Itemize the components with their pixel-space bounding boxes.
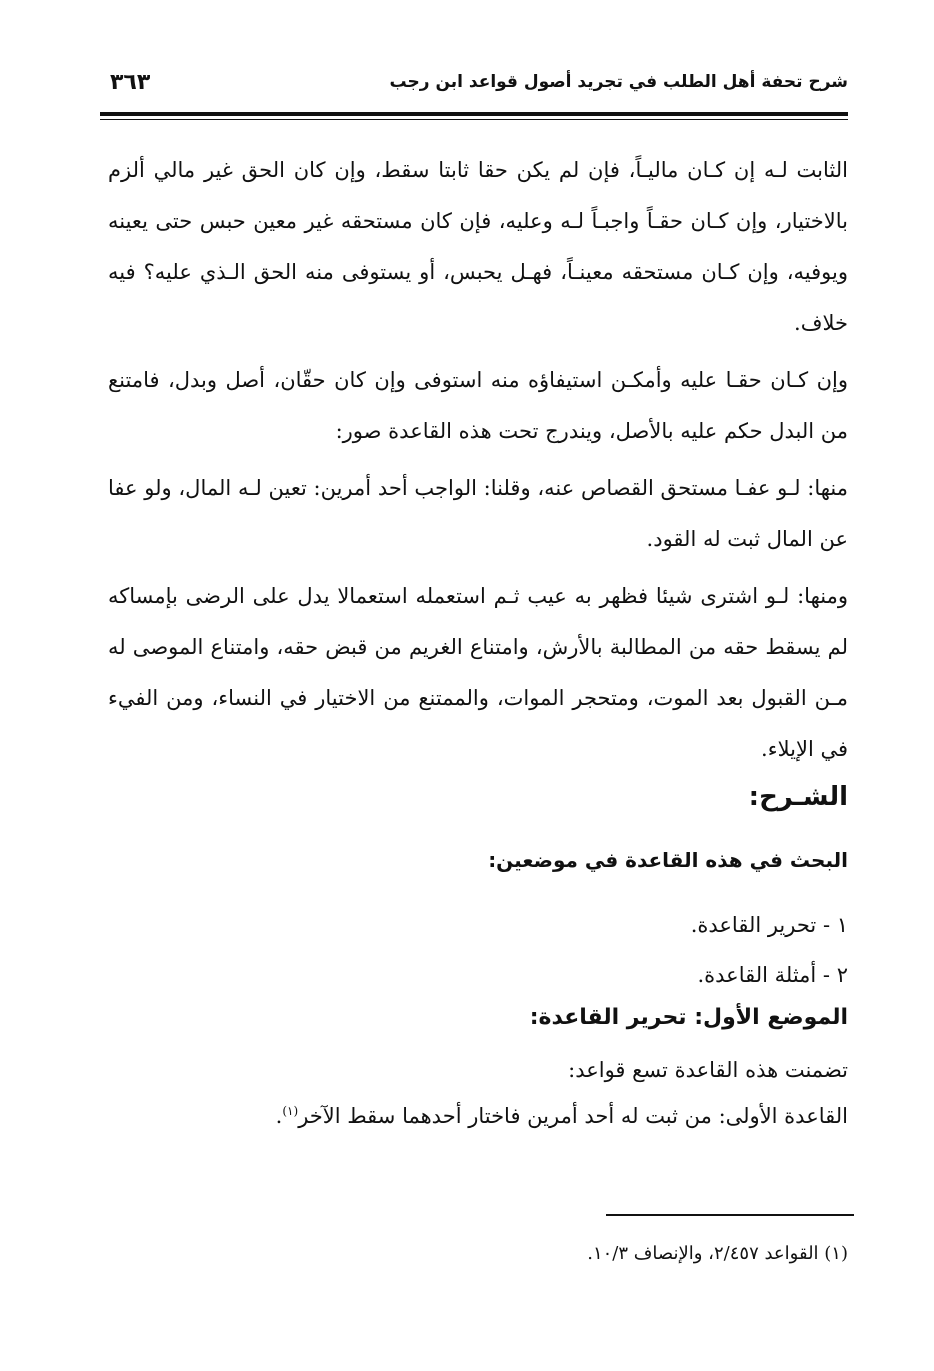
first-rule-end: . bbox=[275, 1104, 283, 1128]
list-item: ٢ - أمثلة القاعدة. bbox=[697, 963, 848, 987]
paragraph: منها: لـو عفـا مستحق القصاص عنه، وقلنا: الواجب أحد أمرين: تعين لـه المال، ولو عفا عن المال ثبت له القود. bbox=[108, 476, 848, 551]
first-rule-text: القاعدة الأولى: من ثبت له أحد أمرين فاختار أحدهما سقط الآخر bbox=[298, 1104, 848, 1128]
contains-text: تضمنت هذه القاعدة تسع قواعد: bbox=[568, 1058, 848, 1082]
paragraph: الثابت لـه إن كـان ماليـاً، فإن لم يكن حقا ثابتا سقط، وإن كان الحق غير مالي ألزم بالاختيار، وإن كـان حقـاً واجبـاً لـه وعليه، فإن كان مستحقه غير معين حبس حتى يعينه ويوفيه، وإن كـان مستحقه معينـاً، فهـل يحبس، أو يستوفى منه الحق الـذي عليه؟ فيه خلاف. bbox=[108, 158, 848, 335]
research-heading: البحث في هذه القاعدة في موضعين: bbox=[488, 848, 848, 872]
header-rule bbox=[100, 112, 848, 116]
first-rule bbox=[108, 1104, 848, 1128]
running-title: شرح تحفة أهل الطلب في تجريد أصول قواعد ابن رجب bbox=[389, 72, 848, 92]
paragraph: ومنها: لـو اشترى شيئا فظهر به عيب ثـم استعمله استعمالا يدل على الرضى بإمساكه لم يسقط حقه من المطالبة بالأرش، وامتناع الغريم من قبض حقه، وامتناع الموصى له مـن القبول بعد الموت، ومتحجر الموات، والممتنع من الاختيار في النساء، ومن الفيء في الإيلاء. bbox=[108, 584, 848, 761]
footnote-reference[interactable]: (١) bbox=[282, 1104, 299, 1118]
header-rule-thin bbox=[100, 119, 848, 120]
page-header bbox=[100, 72, 848, 104]
footnote-rule bbox=[606, 1214, 854, 1216]
paragraph: وإن كـان حقـا عليه وأمكـن استيفاؤه منه استوفى وإن كان حقّان، أصل وبدل، فامتنع من البدل حكم عليه بالأصل، ويندرج تحت هذه القاعدة صور: bbox=[108, 368, 848, 443]
page-number: ٣٦٣ bbox=[110, 70, 151, 95]
footnote: (١) القواعد ٢/٤٥٧، والإنصاف ١٠/٣. bbox=[587, 1243, 848, 1264]
main-text bbox=[108, 145, 848, 781]
topic-heading: الموضع الأول: تحرير القاعدة: bbox=[529, 1005, 848, 1030]
sharh-heading: الشـرح: bbox=[748, 782, 848, 812]
list-item: ١ - تحرير القاعدة. bbox=[690, 913, 848, 937]
topics-list bbox=[108, 900, 848, 1000]
